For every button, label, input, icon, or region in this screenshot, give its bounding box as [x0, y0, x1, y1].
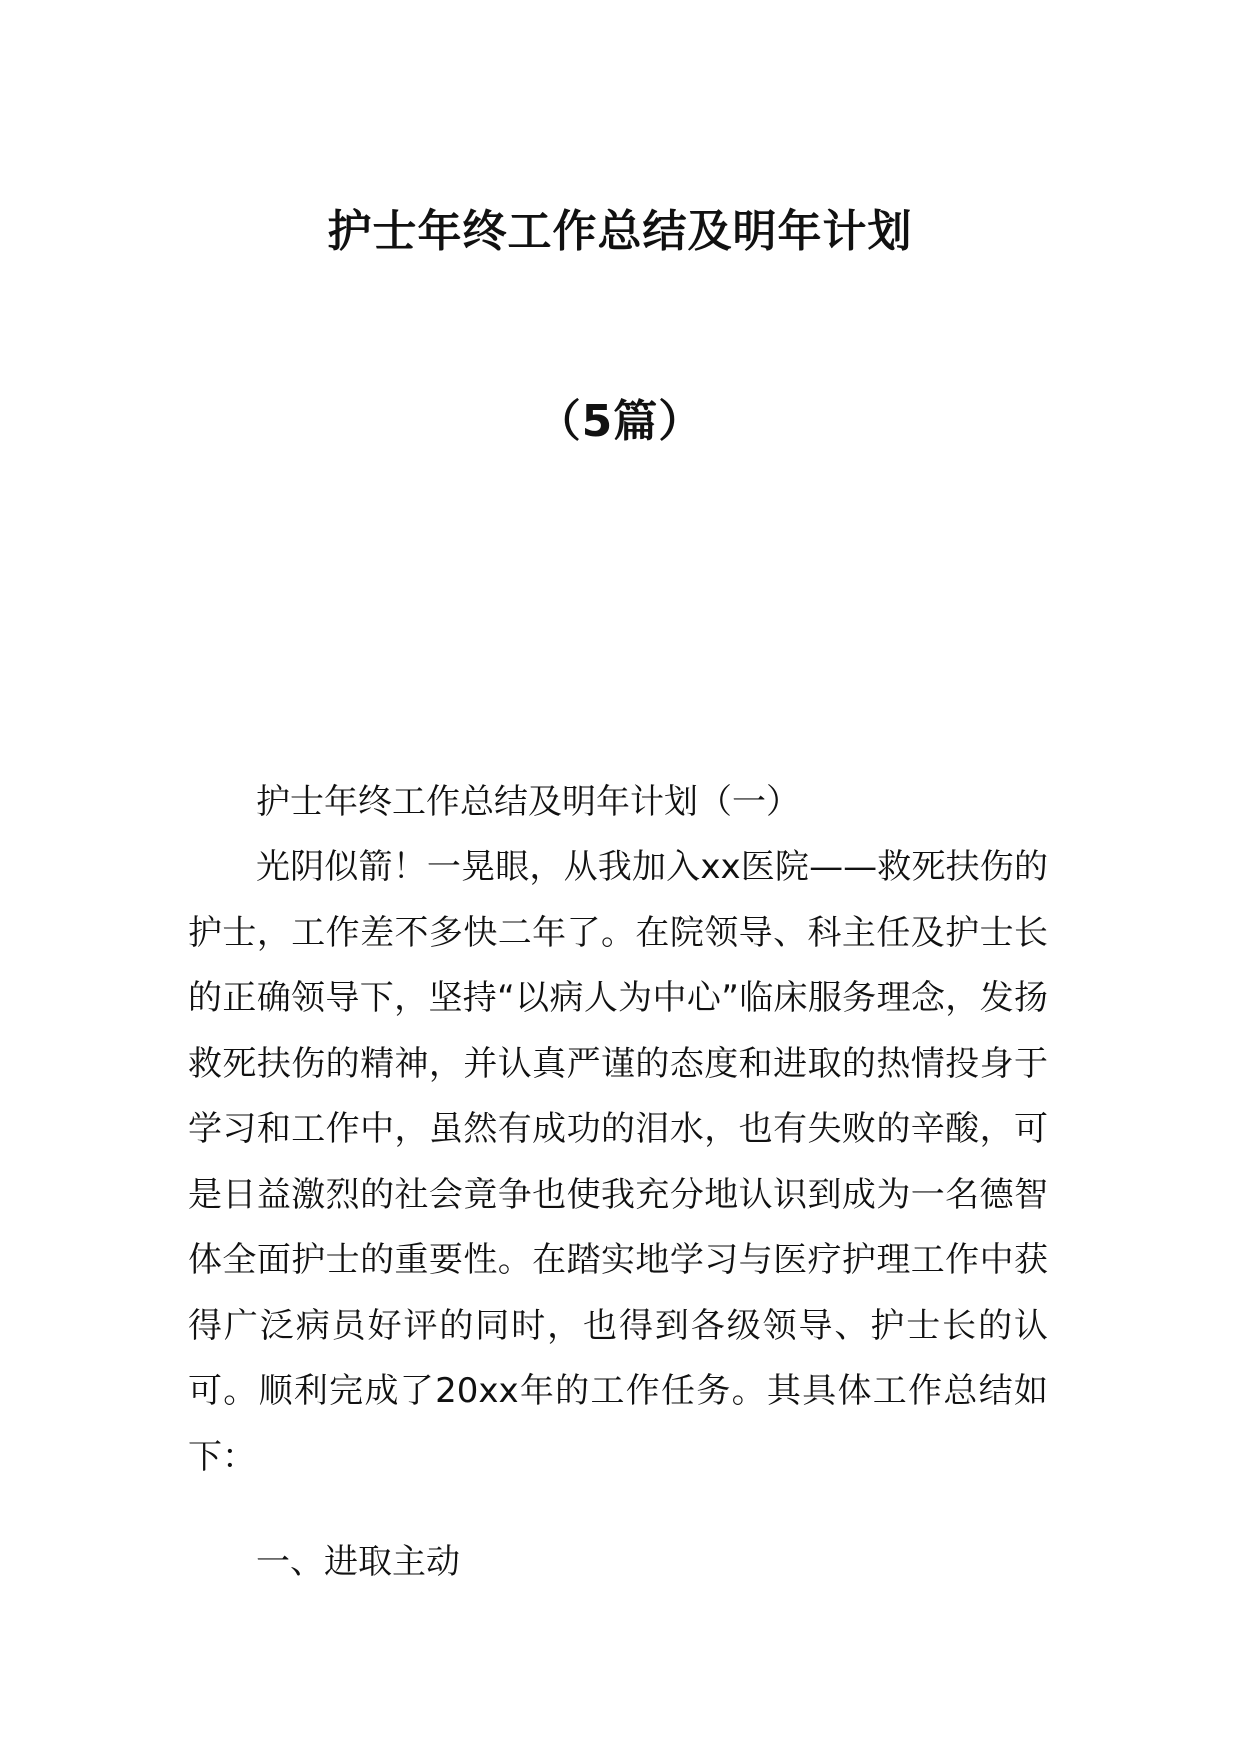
- body-paragraph: 光阴似箭！一晃眼，从我加入xx医院——救死扶伤的护士，工作差不多快二年了。在院领导、科主任及护士长的正确领导下，坚持“以病人为中心”临床服务理念，发扬救死扶伤的精神，并认真严谨的态度和进取的热情投身于学习和工作中，虽然有成功的泪水，也有失败的辛酸，可是日益激烈的社会竟争也使我充分地认识到成为一名德智体全面护士的重要性。在踏实地学习与医疗护理工作中获得广泛病员好评的同时，也得到各级领导、护士长的认可。顺利完成了20xx年的工作任务。其具体工作总结如下：: [188, 847, 1048, 1477]
- document-title: 护士年终工作总结及明年计划: [327, 206, 913, 257]
- section-heading: 一、进取主动: [256, 1542, 460, 1582]
- document-subtitle: （5篇）: [536, 396, 704, 447]
- section-title: 护士年终工作总结及明年计划（一）: [256, 782, 800, 822]
